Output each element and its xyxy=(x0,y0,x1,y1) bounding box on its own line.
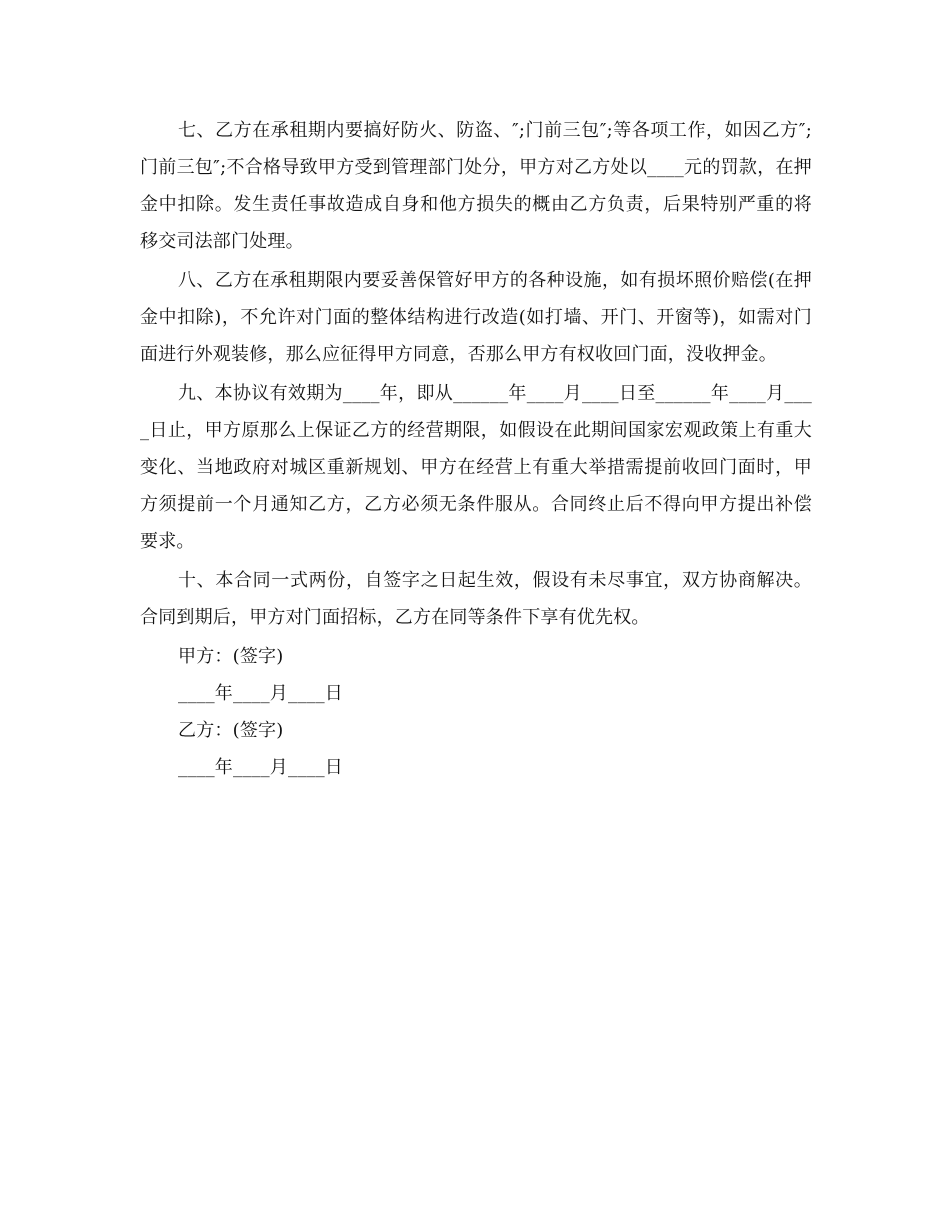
clause-8-paragraph: 八、乙方在承租期限内要妥善保管好甲方的各种设施，如有损坏照价赔偿(在押金中扣除)，不允许对门面的整体结构进行改造(如打墙、开门、开窗等)，如需对门面进行外观装修，那么应征得甲方同意，否那么甲方有权收回门面，没收押金。 xyxy=(140,270,812,365)
document-page xyxy=(140,112,812,786)
party-b-signature-date: ____年____月____日 xyxy=(178,757,343,778)
party-a-signature-label: 甲方：(签字) xyxy=(178,646,284,667)
clause-7-paragraph: 七、乙方在承租期内要搞好防火、防盗、″;门前三包″;等各项工作，如因乙方″;门前三包″;不合格导致甲方受到管理部门处分，甲方对乙方处以____元的罚款，在押金中扣除。发生责任事故造成自身和他方损失的概由乙方负责，后果特别严重的将移交司法部门处理。 xyxy=(140,120,812,252)
signature-block xyxy=(140,638,812,786)
clause-9-paragraph: 九、本协议有效期为____年，即从______年____月____日至______年____月____日止，甲方原那么上保证乙方的经营期限，如假设在此期间国家宏观政策上有重大变化、当地政府对城区重新规划、甲方在经营上有重大举措需提前收回门面时，甲方须提前一个月通知乙方，乙方必须无条件服从。合同终止后不得向甲方提出补偿要求。 xyxy=(140,383,812,552)
clause-10-paragraph: 十、本合同一式两份，自签字之日起生效，假设有未尽事宜，双方协商解决。合同到期后，甲方对门面招标，乙方在同等条件下享有优先权。 xyxy=(140,570,812,628)
party-b-signature-label: 乙方：(签字) xyxy=(178,720,284,741)
party-a-signature-date: ____年____月____日 xyxy=(178,683,343,704)
